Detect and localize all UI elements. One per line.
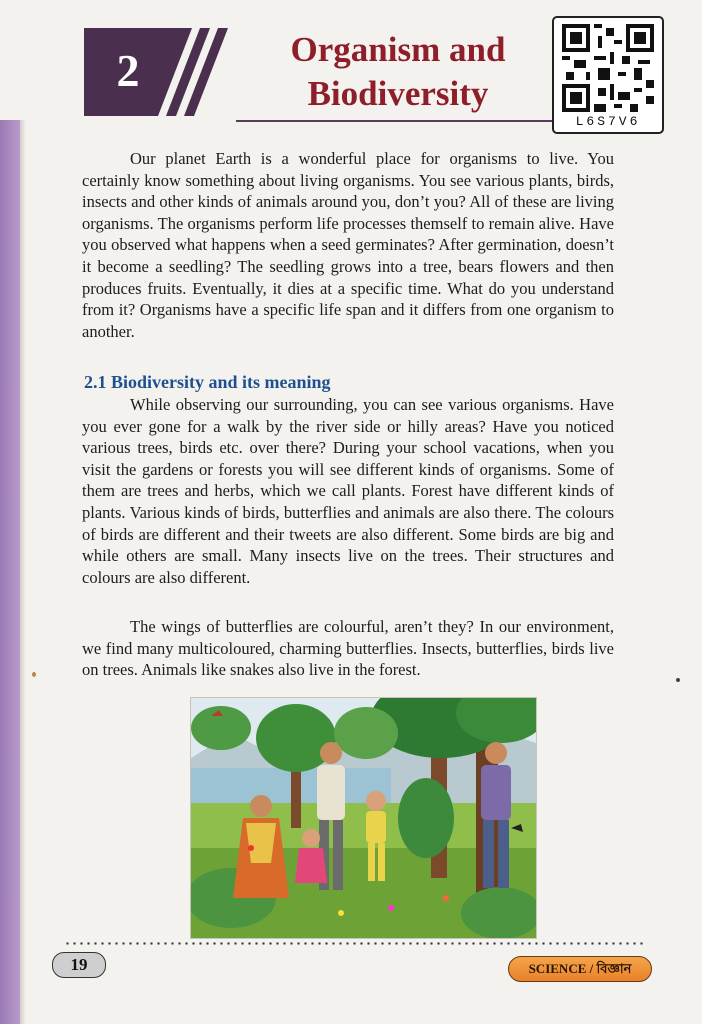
- intro-paragraph-block: [82, 148, 614, 342]
- chapter-title-line2: Biodiversity: [307, 74, 489, 113]
- speck-mark: [676, 678, 680, 682]
- subject-badge: SCIENCE / বিজ্ঞান: [508, 956, 652, 982]
- qr-code-label: L6S7V6: [575, 114, 641, 129]
- qr-pattern-icon: [562, 24, 654, 112]
- title-underline: [236, 120, 556, 122]
- section-paragraph-1: While observing our surrounding, you can see various organisms. Have you ever gone for a walk by the river side or hilly areas? Have you noticed various trees, birds etc. over there? During your school vacations, when you visit the gardens or forests you will see different kinds of organisms. Some of them are trees and herbs, which we call plants. Forest have different kinds of plants. Various kinds of birds, butterflies and animals are also there. The colours of birds are different and their tweets are also different. Some birds are big and while others are small. Many insects live on the trees. Their structures and colours are also different.: [82, 395, 614, 587]
- section-heading: 2.1 Biodiversity and its meaning: [84, 372, 331, 392]
- chapter-title: [248, 28, 548, 116]
- chapter-number-box: [84, 26, 234, 118]
- page-edge-shadow: [20, 120, 26, 1024]
- section-paragraph-2-block: [82, 616, 614, 681]
- footer-dotted-line: [64, 942, 644, 945]
- chapter-number: 2: [116, 45, 140, 96]
- page-edge-tab: [0, 120, 20, 1024]
- qr-code[interactable]: [552, 16, 664, 134]
- page-number: 19: [52, 952, 106, 978]
- forest-family-illustration: [190, 697, 537, 939]
- speck-mark: [32, 672, 36, 677]
- chapter-title-line1: Organism and: [290, 30, 506, 69]
- intro-paragraph: Our planet Earth is a wonderful place for organisms to live. You certainly know something about living organisms. You see various plants, birds, insects and other kinds of animals around you, don’t you? All of these are living organisms. The organisms perform life processes themself to remain alive. Have you observed what happens when a seed germinates? After germination, doesn’t it become a seedling? The seedling grows into a tree, bears flowers and then produces fruits. Eventually, it dies at a specific time. What do you understand from it? Organisms have a specific life span and it differs from one organism to another.: [82, 149, 614, 341]
- section-paragraph-2: The wings of butterflies are colourful, aren’t they? In our environment, we find many multicoloured, charming butterflies. Insects, butterflies, birds live on trees. Animals like snakes also live in the forest.: [82, 617, 614, 680]
- section-paragraph-1-block: [82, 394, 614, 588]
